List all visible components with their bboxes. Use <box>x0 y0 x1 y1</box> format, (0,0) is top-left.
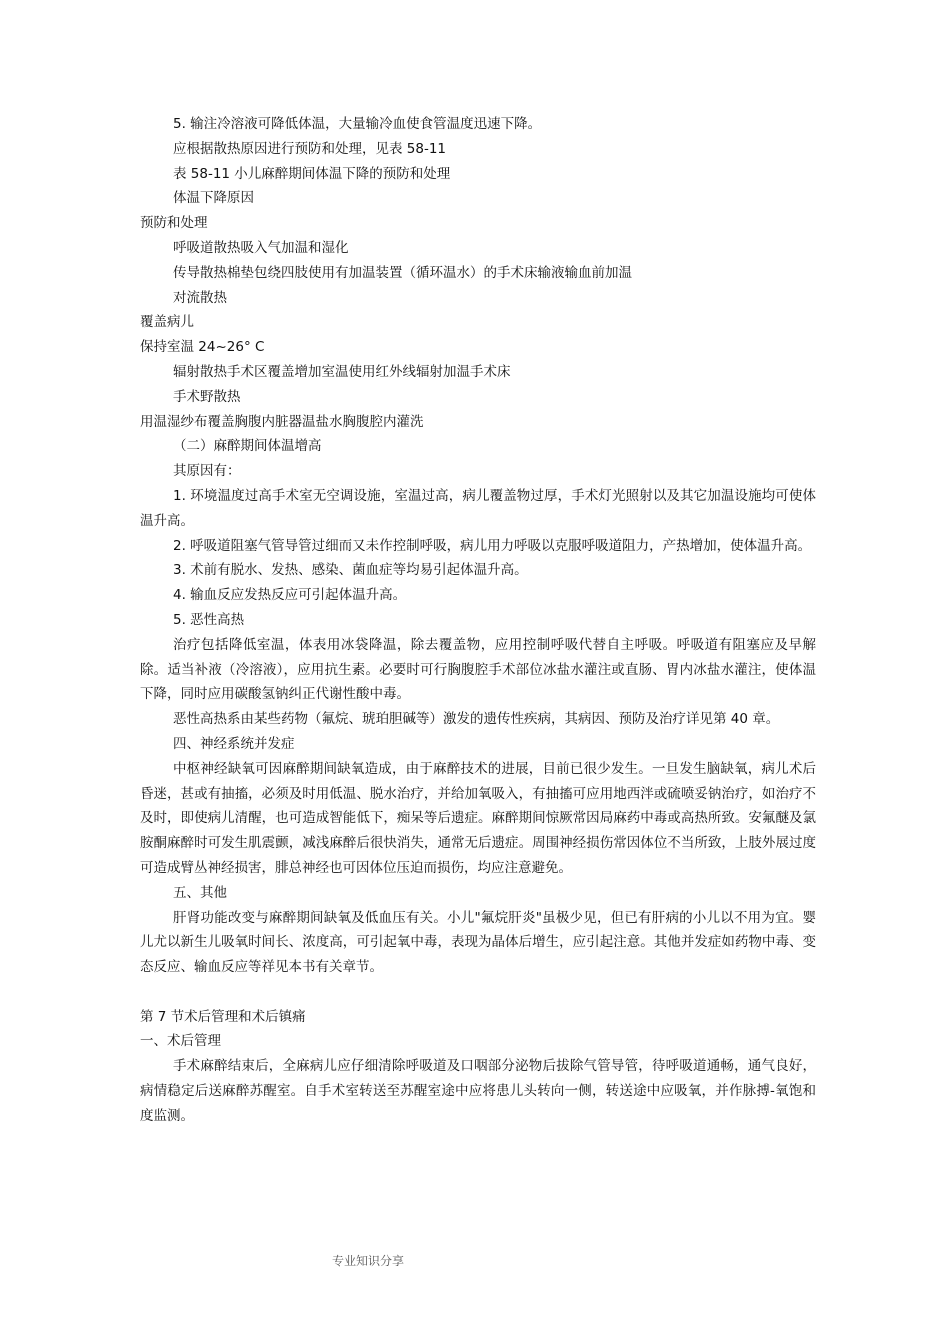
table-header-cause: 体温下降原因 <box>173 190 254 207</box>
paragraph: 中枢神经缺氧可因麻醉期间缺氧造成，由于麻醉技术的进展，目前已很少发生。一旦发生脑缺氧，病儿术后昏迷，甚或有抽搐，必须及时用低温、脱水治疗，并给加氧吸入，有抽搐可应用地西泮或硫喷妥钠治疗，如治疗不及时，即使病儿清醒，也可造成智能低下，痴呆等后遗症。麻醉期间惊厥常因局麻药中毒或高热所致。安氟醚及氯胺酮麻醉时可发生肌震颤，减浅麻醉后很快消失，通常无后遗症。周围神经损伤常因体位不当所致，上肢外展过度可造成臂丛神经损害，腓总神经也可因体位压迫而损伤，均应注意避免。 <box>140 760 816 876</box>
list-item: 3. 术前有脱水、发热、感染、菌血症等均易引起体温升高。 <box>173 562 528 579</box>
list-item-cold-fluids: 5. 输注冷溶液可降低体温，大量输冷血使食管温度迅速下降。 <box>173 116 542 132</box>
table-row-conduction: 传导散热棉垫包绕四肢使用有加温装置（循环温水）的手术床输液输血前加温 <box>173 264 632 281</box>
table-row-convection: 对流散热 <box>173 289 227 306</box>
paragraph: 肝肾功能改变与麻醉期间缺氧及低血压有关。小儿"氟烷肝炎"虽极少见，但已有肝病的小儿以不用为宜。婴儿尤以新生儿吸氧时间长、浓度高，可引起氧中毒，表现为晶体后增生，应引起注意。其他并发症如药物中毒、变态反应、输血反应等祥见本书有关章节。 <box>140 909 816 976</box>
paragraph: 治疗包括降低室温，体表用冰袋降温，除去覆盖物，应用控制呼吸代替自主呼吸。呼吸道有阻塞应及早解除。适当补液（冷溶液），应用抗生素。必要时可行胸腹腔手术部位冰盐水灌注或直肠、胃内冰盐水灌注，使体温下降，同时应用碳酸氢钠纠正代谢性酸中毒。 <box>140 636 816 703</box>
table-cell-surgical-field-treatment: 用温湿纱布覆盖胸腹内脏器温盐水胸腹腔内灌洗 <box>140 413 424 430</box>
page-footer: 专业知识分享 <box>332 1254 405 1268</box>
spacer <box>140 980 816 1005</box>
table-cell-room-temp: 保持室温 24~26° C <box>140 339 265 356</box>
section-heading: 一、术后管理 <box>140 1033 221 1050</box>
table-cell-cover: 覆盖病儿 <box>140 314 194 331</box>
document-body <box>140 112 816 1129</box>
section-heading: 五、其他 <box>173 884 227 901</box>
paragraph: 2. 呼吸道阻塞气管导管过细而又未作控制呼吸，病儿用力呼吸以克服呼吸道阻力，产热增加，使体温升高。 <box>173 537 812 554</box>
section-heading: （二）麻醉期间体温增高 <box>173 438 322 455</box>
paragraph: 恶性高热系由某些药物（氟烷、琥珀胆碱等）激发的遗传性疾病，其病因、预防及治疗详见第 40 章。 <box>173 711 780 728</box>
section-heading: 四、神经系统并发症 <box>173 735 295 752</box>
list-item: 4. 输血反应发热反应可引起体温升高。 <box>173 587 407 604</box>
paragraph: 1. 环境温度过高手术室无空调设施，室温过高，病儿覆盖物过厚，手术灯光照射以及其它加温设施均可使体温升高。 <box>140 487 816 529</box>
table-header-treatment: 预防和处理 <box>140 215 208 232</box>
table-row-respiratory: 呼吸道散热吸入气加温和湿化 <box>173 239 349 256</box>
chapter-section-title: 第 7 节术后管理和术后镇痛 <box>140 1008 306 1025</box>
table-row-radiation: 辐射散热手术区覆盖增加室温使用红外线辐射加温手术床 <box>173 363 511 380</box>
table-row-surgical-field: 手术野散热 <box>173 388 241 405</box>
text-line: 其原因有： <box>173 463 241 480</box>
text-line: 应根据散热原因进行预防和处理，见表 58-11 <box>173 140 447 157</box>
list-item: 5. 恶性高热 <box>173 611 245 628</box>
table-caption: 表 58-11 小儿麻醉期间体温下降的预防和处理 <box>173 165 451 182</box>
paragraph: 手术麻醉结束后，全麻病儿应仔细清除呼吸道及口咽部分泌物后拔除气管导管，待呼吸道通畅，通气良好，病情稳定后送麻醉苏醒室。自手术室转送至苏醒室途中应将患儿头转向一侧，转送途中应吸氧，并作脉搏-氧饱和度监测。 <box>140 1058 816 1124</box>
